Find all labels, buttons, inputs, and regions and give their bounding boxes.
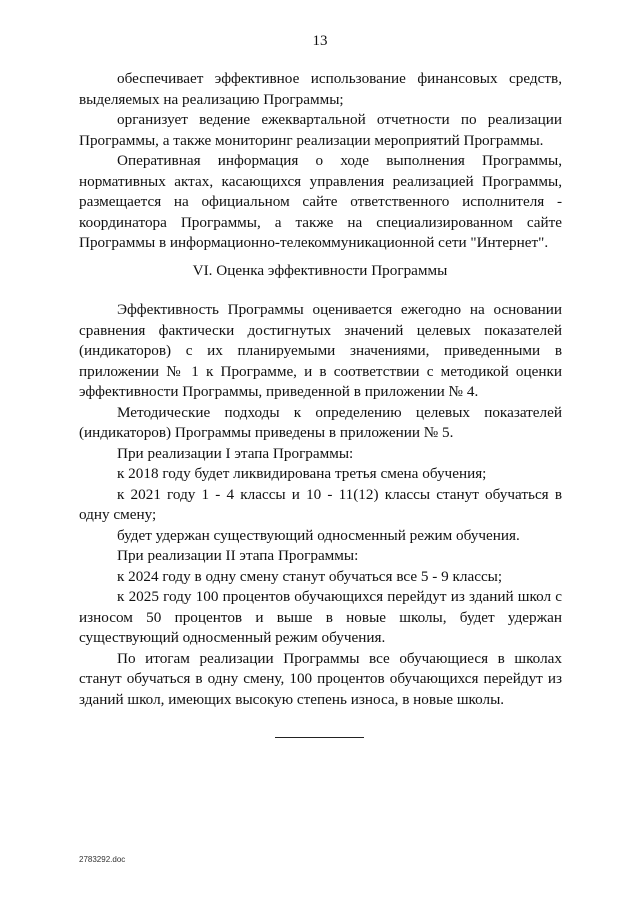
paragraph-single-shift-kept: будет удержан существующий односменный режим обучения. bbox=[117, 526, 520, 544]
paragraph-quarterly-reporting: организует ведение ежеквартальной отчетности по реализации Программы, а также мониторинг реализации мероприятий Программы. bbox=[79, 111, 562, 149]
body-section-effectiveness bbox=[79, 300, 562, 710]
section-heading: VI. Оценка эффективности Программы bbox=[192, 262, 448, 279]
paragraph-2018-goal: к 2018 году будет ликвидирована третья смена обучения; bbox=[117, 465, 487, 482]
paragraph-2025-goal: к 2025 году 100 процентов обучающихся перейдут из зданий школ с износом 50 процентов и выше в новые школы, будет удержан существующий односменный режим обучения. bbox=[79, 588, 562, 646]
end-separator-line bbox=[275, 737, 364, 738]
paragraph-operational-info: Оперативная информация о ходе выполнения Программы, нормативных актах, касающихся управления реализацией Программы, размещается на официальном сайте ответственного исполнителя - координатора Программы, а также на специализированном сайте Программы в информационно-телекоммуникационной сети "Интернет". bbox=[79, 152, 562, 251]
paragraph-stage-two-intro: При реализации II этапа Программы: bbox=[117, 547, 359, 564]
paragraph-financial-use: обеспечивает эффективное использование финансовых средств, выделяемых на реализацию Программы; bbox=[79, 70, 562, 108]
page-number: 13 bbox=[312, 33, 328, 49]
paragraph-methodical-approaches: Методические подходы к определению целевых показателей (индикаторов) Программы приведены в приложении № 5. bbox=[79, 403, 562, 441]
paragraph-2024-goal: к 2024 году в одну смену станут обучаться все 5 - 9 классы; bbox=[117, 567, 503, 585]
paragraph-program-results: По итогам реализации Программы все обучающиеся в школах станут обучаться в одну смену, 100 процентов обучающихся перейдут из зданий школ, имеющих высокую степень износа, в новые школы. bbox=[79, 649, 562, 708]
paragraph-stage-one-intro: При реализации I этапа Программы: bbox=[117, 444, 354, 462]
footer-file-name: 2783292.doc bbox=[79, 855, 126, 864]
paragraph-effectiveness-assessment: Эффективность Программы оценивается ежегодно на основании сравнения фактически достигнутых значений целевых показателей (индикаторов) с их планируемыми значениями, приведенными в приложении № 1 к Программе, и в соответствии с методикой оценки эффективности Программы, приведенной в приложении № 4. bbox=[79, 301, 562, 400]
paragraph-2021-goal: к 2021 году 1 - 4 классы и 10 - 11(12) классы станут обучаться в одну смену; bbox=[79, 485, 562, 523]
body-section-responsibilities bbox=[79, 69, 562, 254]
